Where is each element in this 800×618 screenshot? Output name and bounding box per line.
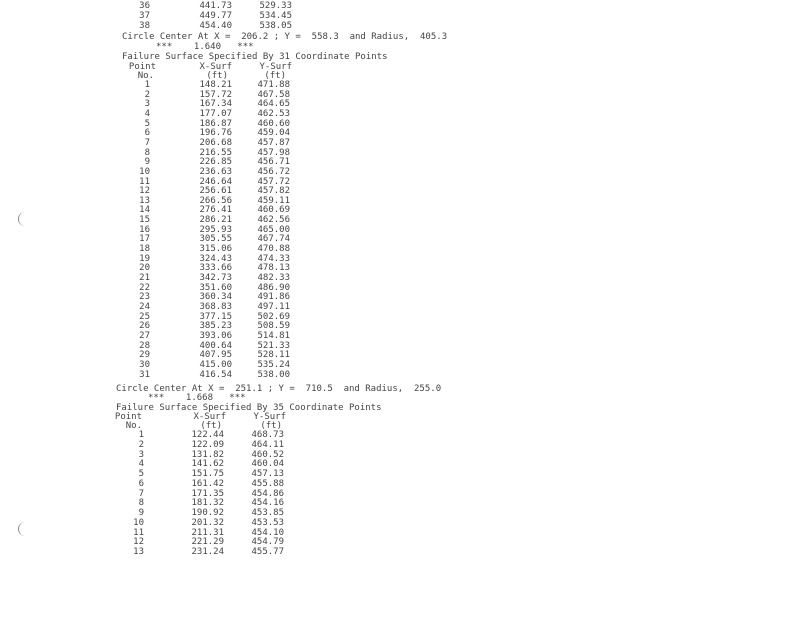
- point-number: 9: [144, 157, 150, 168]
- y-surf-value: 454.10: [251, 527, 284, 538]
- x-surf-value: 256.61: [199, 186, 232, 197]
- y-surf-value: 502.69: [257, 311, 290, 322]
- x-surf-value: 246.64: [199, 176, 232, 187]
- y-surf-value: 538.00: [257, 369, 290, 380]
- point-number: 16: [139, 224, 150, 235]
- x-surf-value: 351.60: [199, 282, 232, 293]
- x-surf-value: 305.55: [199, 234, 232, 245]
- point-number: 5: [138, 469, 144, 479]
- point-number: 6: [144, 128, 150, 139]
- col-unit-y: (ft): [264, 71, 286, 81]
- x-surf-value: 151.75: [191, 469, 224, 479]
- y-surf-value: 529.33: [259, 1, 292, 11]
- x-surf-value: 449.77: [199, 11, 232, 21]
- point-number: 10: [133, 517, 144, 528]
- x-surf-value: 454.40: [199, 21, 232, 31]
- point-number: 1: [138, 430, 144, 440]
- point-number: 31: [139, 369, 150, 380]
- point-number: 21: [139, 273, 150, 283]
- point-number: 15: [139, 215, 150, 226]
- y-surf-value: 454.79: [251, 537, 284, 548]
- y-surf-value: 497.11: [257, 301, 290, 312]
- point-number: 9: [138, 508, 144, 518]
- point-number: 8: [144, 147, 150, 158]
- y-surf-value: 467.74: [257, 234, 290, 245]
- y-surf-value: 459.11: [257, 195, 290, 206]
- y-surf-value: 456.72: [257, 166, 290, 177]
- y-surf-value: 453.85: [251, 508, 284, 518]
- x-surf-value: 377.15: [199, 311, 232, 322]
- point-number: 11: [139, 176, 150, 187]
- point-number: 22: [139, 282, 150, 293]
- scan-mark-upper: [18, 212, 27, 226]
- point-number: 12: [133, 537, 144, 548]
- x-surf-value: 416.54: [199, 369, 232, 380]
- x-surf-value: 148.21: [199, 80, 232, 90]
- point-number: 12: [139, 186, 150, 197]
- x-surf-value: 333.66: [199, 263, 232, 274]
- point-number: 26: [139, 321, 150, 332]
- x-surf-value: 157.72: [199, 89, 232, 100]
- y-surf-value: 467.58: [257, 89, 290, 100]
- x-surf-value: 161.42: [191, 478, 224, 489]
- safety-factor-line: *** 1.640 ***: [156, 42, 254, 52]
- point-number: 7: [144, 137, 150, 148]
- point-number: 2: [138, 439, 144, 450]
- x-surf-value: 286.21: [199, 215, 232, 226]
- col-unit-x: (ft): [200, 421, 222, 431]
- point-number: 14: [139, 205, 150, 216]
- point-number: 24: [139, 301, 150, 312]
- point-number: 25: [139, 311, 150, 322]
- point-number: 13: [139, 195, 150, 206]
- x-surf-value: 141.62: [191, 459, 224, 470]
- x-surf-value: 415.00: [199, 359, 232, 370]
- x-surf-value: 342.73: [199, 273, 232, 283]
- x-surf-value: 216.55: [199, 147, 232, 158]
- x-surf-value: 368.83: [199, 301, 232, 312]
- x-surf-value: 196.76: [199, 128, 232, 139]
- y-surf-value: 455.77: [251, 547, 284, 557]
- y-surf-value: 486.90: [257, 282, 290, 293]
- col-unit-point: No.: [125, 421, 142, 431]
- point-number: 3: [138, 449, 144, 460]
- x-surf-value: 122.44: [191, 430, 224, 440]
- x-surf-value: 186.87: [199, 118, 232, 129]
- y-surf-value: 460.69: [257, 205, 290, 216]
- col-header-point: Point: [114, 412, 142, 422]
- x-surf-value: 236.63: [199, 166, 232, 177]
- x-surf-value: 276.41: [199, 205, 232, 216]
- y-surf-value: 470.88: [257, 244, 290, 255]
- col-header-x: X-Surf: [193, 412, 226, 422]
- y-surf-value: 482.33: [257, 273, 290, 283]
- y-surf-value: 453.53: [251, 517, 284, 528]
- x-surf-value: 400.64: [199, 340, 232, 351]
- safety-factor-line: *** 1.668 ***: [148, 393, 246, 403]
- y-surf-value: 455.88: [251, 478, 284, 489]
- col-unit-y: (ft): [260, 421, 282, 431]
- x-surf-value: 206.68: [199, 137, 232, 148]
- y-surf-value: 468.73: [251, 430, 284, 440]
- x-surf-value: 407.95: [199, 350, 232, 361]
- point-number: 4: [144, 108, 150, 119]
- x-surf-value: 171.35: [191, 488, 224, 499]
- x-surf-value: 177.07: [199, 108, 232, 119]
- point-number: 1: [144, 80, 150, 90]
- x-surf-value: 122.09: [191, 439, 224, 450]
- point-number: 30: [139, 359, 150, 370]
- x-surf-value: 131.82: [191, 449, 224, 460]
- point-number: 19: [139, 253, 150, 264]
- point-number: 4: [138, 459, 144, 470]
- x-surf-value: 221.29: [191, 537, 224, 548]
- y-surf-value: 454.16: [251, 498, 284, 509]
- x-surf-value: 441.73: [199, 1, 232, 11]
- point-number: 5: [144, 118, 150, 129]
- x-surf-value: 295.93: [199, 224, 232, 235]
- point-number: 36: [139, 1, 150, 11]
- y-surf-value: 464.11: [251, 439, 284, 450]
- y-surf-value: 460.04: [251, 459, 284, 470]
- y-surf-value: 535.24: [257, 359, 290, 370]
- point-number: 18: [139, 244, 150, 255]
- point-number: 23: [139, 292, 150, 303]
- point-number: 10: [139, 166, 150, 177]
- y-surf-value: 538.05: [259, 21, 292, 31]
- y-surf-value: 457.98: [257, 147, 290, 158]
- y-surf-value: 514.81: [257, 330, 290, 341]
- x-surf-value: 393.06: [199, 330, 232, 341]
- y-surf-value: 457.72: [257, 176, 290, 187]
- col-header-x: X-Surf: [199, 62, 232, 72]
- failure-surface-header: Failure Surface Specified By 35 Coordinate Points: [116, 403, 382, 413]
- col-header-point: Point: [128, 62, 156, 72]
- x-surf-value: 201.32: [191, 517, 224, 528]
- x-surf-value: 360.34: [199, 292, 232, 303]
- point-number: 37: [139, 11, 150, 21]
- y-surf-value: 508.59: [257, 321, 290, 332]
- col-unit-point: No.: [137, 71, 154, 81]
- y-surf-value: 457.13: [251, 469, 284, 479]
- y-surf-value: 462.53: [257, 108, 290, 119]
- y-surf-value: 528.11: [257, 350, 290, 361]
- x-surf-value: 324.43: [199, 253, 232, 264]
- scan-mark-lower: [18, 522, 27, 536]
- x-surf-value: 266.56: [199, 195, 232, 206]
- x-surf-value: 190.92: [191, 508, 224, 518]
- y-surf-value: 454.86: [251, 488, 284, 499]
- point-number: 28: [139, 340, 150, 351]
- point-number: 38: [139, 21, 150, 31]
- failure-surface-header: Failure Surface Specified By 31 Coordinate Points: [122, 52, 388, 62]
- point-number: 17: [139, 234, 150, 245]
- point-number: 11: [133, 527, 144, 538]
- x-surf-value: 181.32: [191, 498, 224, 509]
- y-surf-value: 462.56: [257, 215, 290, 226]
- point-number: 2: [144, 89, 150, 100]
- y-surf-value: 478.13: [257, 263, 290, 274]
- point-number: 20: [139, 263, 150, 274]
- y-surf-value: 474.33: [257, 253, 290, 264]
- point-number: 27: [139, 330, 150, 341]
- circle-center-line: Circle Center At X = 251.1 ; Y = 710.5 and Radius, 255.0: [116, 384, 442, 394]
- y-surf-value: 456.71: [257, 157, 290, 168]
- x-surf-value: 167.34: [199, 99, 232, 110]
- point-number: 7: [138, 488, 144, 499]
- y-surf-value: 460.52: [251, 449, 284, 460]
- circle-center-line: Circle Center At X = 206.2 ; Y = 558.3 and Radius, 405.3: [122, 32, 448, 42]
- point-number: 3: [144, 99, 150, 110]
- col-header-y: Y-Surf: [259, 62, 292, 72]
- x-surf-value: 385.23: [199, 321, 232, 332]
- y-surf-value: 457.87: [257, 137, 290, 148]
- x-surf-value: 315.06: [199, 244, 232, 255]
- col-header-y: Y-Surf: [253, 412, 286, 422]
- y-surf-value: 465.00: [257, 224, 290, 235]
- y-surf-value: 464.65: [257, 99, 290, 110]
- x-surf-value: 226.85: [199, 157, 232, 168]
- y-surf-value: 457.82: [257, 186, 290, 197]
- point-number: 29: [139, 350, 150, 361]
- y-surf-value: 491.86: [257, 292, 290, 303]
- col-unit-x: (ft): [206, 71, 228, 81]
- x-surf-value: 231.24: [191, 547, 224, 557]
- y-surf-value: 459.04: [257, 128, 290, 139]
- point-number: 13: [133, 547, 144, 557]
- y-surf-value: 521.33: [257, 340, 290, 351]
- y-surf-value: 460.60: [257, 118, 290, 129]
- y-surf-value: 471.88: [257, 80, 290, 90]
- x-surf-value: 211.31: [191, 527, 224, 538]
- point-number: 6: [138, 478, 144, 489]
- y-surf-value: 534.45: [259, 11, 292, 21]
- point-number: 8: [138, 498, 144, 509]
